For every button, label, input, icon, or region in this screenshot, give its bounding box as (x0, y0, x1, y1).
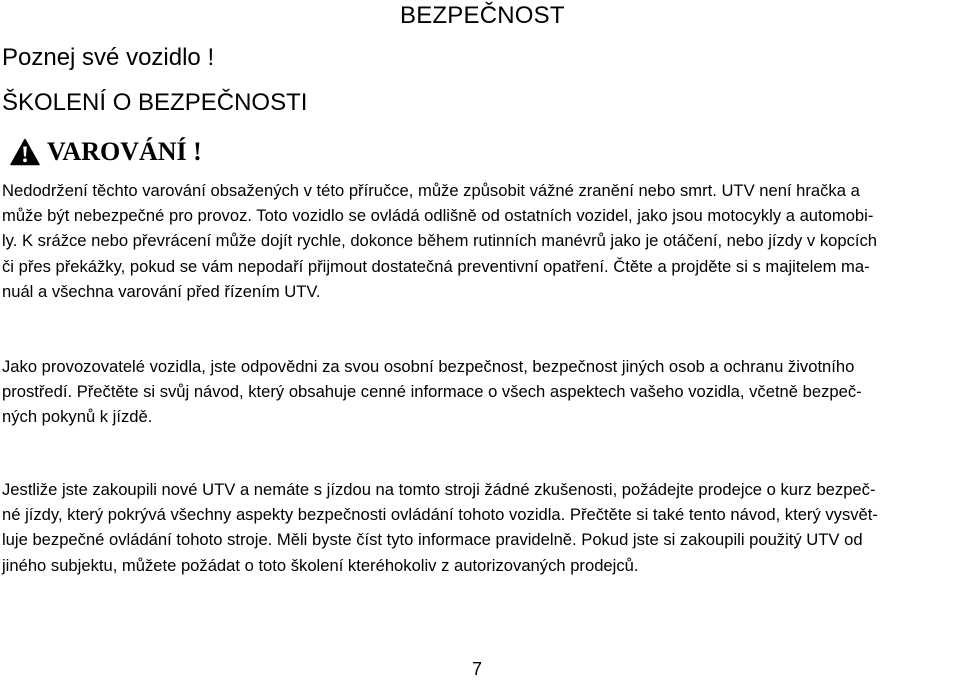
paragraph-line: může být nebezpečné pro provoz. Toto vozidlo se ovládá odlišně od ostatních vozidel, jako jsou motocykly a automobi- (2, 206, 874, 226)
page-subheading: ŠKOLENÍ O BEZPEČNOSTI (2, 89, 308, 116)
paragraph-warning-text (2, 178, 957, 304)
paragraph-line: ly. K srážce nebo převrácení může dojít rychle, dokonce během rutinních manévrů jako je otáčení, nebo jízdy v kopcích (2, 231, 878, 251)
warning-label: VAROVÁNÍ ! (47, 137, 202, 166)
warning-banner (10, 136, 202, 168)
page-heading: Poznej své vozidlo ! (2, 44, 215, 71)
paragraph-line: Jako provozovatelé vozidla, jste odpovědni za svou osobní bezpečnost, bezpečnost jiných osob a ochranu životního (2, 357, 855, 376)
paragraph-line: Jestliže jste zakoupili nové UTV a nemáte s jízdou na tomto stroji žádné zkušenosti, požádejte prodejce o kurz bezpeč- (2, 480, 876, 499)
paragraph-line: Nedodržení těchto varování obsažených v této příručce, může způsobit vážné zranění nebo smrt. UTV není hračka a (2, 181, 860, 200)
paragraph-training (2, 477, 957, 578)
page-number: 7 (472, 659, 483, 679)
paragraph-line: prostředí. Přečtěte si svůj návod, který obsahuje cenné informace o všech aspektech vašeho vozidla, včetně bezpeč- (2, 382, 862, 402)
paragraph-line: né jízdy, který pokrývá všechny aspekty bezpečnosti ovládání tohoto vozidla. Přečtěte si také tento návod, který vysvět- (2, 505, 878, 525)
paragraph-responsibility (2, 354, 957, 430)
warning-triangle-icon (10, 138, 40, 166)
section-title: BEZPEČNOST (400, 2, 565, 29)
paragraph-line: či přes překážky, pokud se vám nepodaří přijmout dostatečná preventivní opatření. Čtěte a projděte si s majitelem ma- (2, 256, 870, 276)
paragraph-line: ných pokynů k jízdě. (2, 407, 153, 427)
paragraph-line: jiného subjektu, můžete požádat o toto školení kteréhokoliv z autorizovaných prodejců. (2, 555, 639, 575)
paragraph-line: nuál a všechna varování před řízením UTV. (2, 281, 321, 301)
paragraph-line: luje bezpečné ovládání tohoto stroje. Měli byste číst tyto informace pravidelně. Pokud jste si zakoupili použitý UTV od (2, 530, 863, 550)
